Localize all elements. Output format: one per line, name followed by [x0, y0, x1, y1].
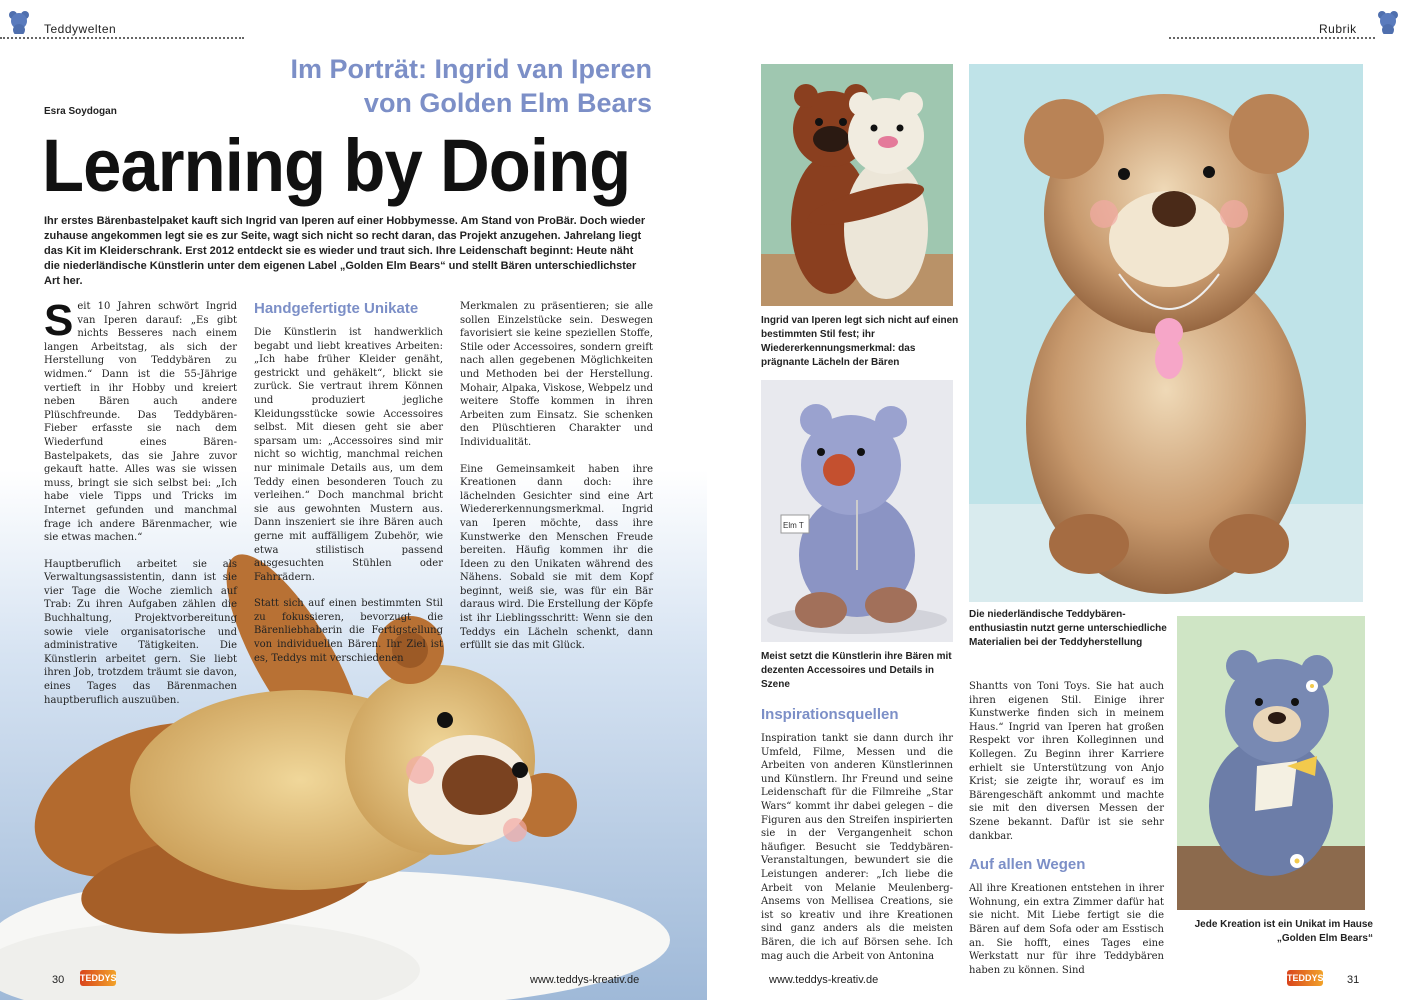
subhead-auf-allen-wegen: Auf allen Wegen: [969, 856, 1086, 874]
footer-url-left[interactable]: www.teddys-kreativ.de: [530, 974, 640, 986]
subhead-inspirationsquellen: Inspirationsquellen: [761, 706, 899, 723]
cola-paragraph-1: Inspiration tankt sie dann durch ihr Umfeld, Filme, Messen und die Arbeiten von anderen Künstlerinnen und Künstlern. Ihr Freund und seine Leidenschaft für die Filmreihe „Star Wars“ kommt ihr dabei gelegen – die Figuren aus den Streifen inspirierten sie in der Vergangenheit schon häufiger. Besucht sie Teddybären-Veranstaltungen, bewundert sie die Leistungen anderer: „Ich liebe die Arbeit von Melanie Meulenberg-Ansems von Mellisea Creations, sie ist so kreativ und ihre Kreationen sind ganz anders als die meisten Bären, die ich auf Börsen sehe. Ich mag auch die Arbeit von Antonina: [761, 733, 953, 962]
column-1: [44, 296, 237, 720]
teddys-logo: TEDDYS: [80, 970, 116, 986]
caption-2: Meist setzt die Künstlerin ihre Bären mit dezenten Accessoires und Details in Szene: [761, 651, 952, 690]
shaggy-bear-photo: [969, 64, 1363, 602]
colb-paragraph-2: All ihre Kreationen entstehen in ihrer Wohnung, ein extra Zimmer dafür hat sie nicht. Mit Liebe fertigt sie die Bären auf dem Sofa oder am Esstisch an. Sie hofft, eines Tages eine Werkstatt nur für ihre Teddybären haben zu können. Sind: [969, 883, 1164, 976]
column-b: [969, 680, 1164, 990]
page-number-left: 30: [52, 974, 65, 986]
col2-paragraph-2: Statt sich auf einen bestimmten Stil zu fokussieren, bevorzugt die Bärenliebhaberin die Fertigstellung von individuellen Bären. Ihr Ziel ist es, Teddys mit verschiedenen: [254, 598, 443, 664]
kicker-title: [92, 52, 652, 120]
colb-paragraph-1: Shantts von Toni Toys. Sie hat auch ihren eigenen Stil. Einige ihrer Kunstwerke finden sich in meinem Haus.“ Ingrid van Iperen hat großen Respekt vor ihren Kolleginnen und Kollegen. Zu Beginn ihrer Karriere erhielt sie Unterstützung von Anjo Krist; sie zeigte ihr, worauf es im Bärengeschäft ankommt und machte sie mit den diversen Messen der Szene bekannt. Dafür ist sie sehr dankbar.: [969, 681, 1164, 842]
blue-bear-photo: [761, 380, 953, 642]
kicker-line-1: Im Porträt: Ingrid van Iperen: [290, 54, 652, 84]
column-2: [254, 300, 443, 678]
footer-url-right[interactable]: www.teddys-kreativ.de: [769, 974, 879, 986]
teddy-icon: [6, 8, 32, 34]
column-3: [460, 300, 653, 666]
col1-paragraph-2: Hauptberuflich arbeitet sie als Verwaltungsassistentin, dann ist sie vier Tage die Woche ziemlich auf Trab: Zu ihren Aufgaben zählen die Buchhaltung, Projektvorbereitung sowie viele organisatorische und administrative Tätigkeiten. Die Künstlerin arbeitet gern. Sie liebt ihren Job, trotzdem träumt sie davon, eines Tages das Bärenmachen hauptberuflich auszuüben.: [44, 558, 237, 706]
hugging-bears-photo: [761, 64, 953, 306]
lead-paragraph: Ihr erstes Bärenbastelpaket kauft sich Ingrid van Iperen auf einer Hobbymesse. Am Stand von ProBär. Doch wieder zuhause angekommen legt sie es zur Seite, wagt sich nicht so recht daran, das Projekt anzugehen. Jahrelang liegt das Kit im Kleiderschrank. Erst 2012 entdeckt sie es wieder und traut sich. Ihre Leidenschaft beginnt: Heute näht die niederländische Künstlerin unter dem eigenen Label „Golden Elm Bears“ und stellt Bären unterschiedlichster Art her.: [44, 215, 646, 287]
caption-1: Ingrid van Iperen legt sich nicht auf einen bestimmten Stil fest; ihr Wiedererkennungsmerkmal: das prägnante Lächeln der Bären: [761, 315, 959, 368]
col2-paragraph-1: Die Künstlerin ist handwerklich begabt und liebt kreatives Arbeiten: „Ich habe früher Kleider genäht, gestrickt und gehäkelt“, blickt sie zurück. Sie vertraut ihrem Können und produziert jegliche Kleidungsstücke sowie Accessoires selbst. Mit diesen geht sie aber sparsam um: „Accessoires sind mir nicht so wichtig, manchmal reichen nur minimale Details aus, um dem Teddy einen besonderen Touch zu verleihen.“ Doch manchmal bricht sie aus gewohnten Mustern aus. Dann inszeniert sie ihre Bären auch gerne mit auffälligem Zubehör, wie etwa stilistisch passend ausgesuchten Stühlen oder Fahrrädern.: [254, 327, 443, 583]
subhead-handgefertigte: Handgefertigte Unikate: [254, 300, 419, 317]
col3-paragraph-1: Merkmalen zu präsentieren; sie alle sollen Einzelstücke sein. Deswegen favorisiert sie keine speziellen Stoffe, Stile oder Accessoires, sondern greift nach allen gegebenen Möglichkeiten und Methoden bei der Herstellung. Mohair, Alpaka, Viskose, Webpelz und weitere Stoffe kommen in ihren Arbeiten zum Einsatz. Sie schenken den Plüschtieren Charakter und Individualität.: [460, 301, 653, 448]
dropcap: S: [44, 296, 74, 345]
header-dotted-rule: [0, 37, 244, 39]
kicker-line-2: von Golden Elm Bears: [363, 88, 652, 118]
headline: Learning by Doing: [42, 124, 631, 207]
author: Esra Soydogan: [44, 106, 117, 117]
caption-3: Die niederländische Teddybären-enthusiastin nutzt gerne unterschiedliche Materialien bei der Teddyherstellung: [969, 609, 1167, 648]
section-label: Teddywelten: [44, 22, 117, 36]
page-number-right: 31: [1347, 974, 1360, 986]
teddy-icon-right: [1375, 8, 1401, 34]
column-a: [761, 706, 953, 976]
section-label-right: Rubrik: [1319, 22, 1357, 36]
grey-bear-photo: [1177, 616, 1365, 910]
teddys-logo-right: TEDDYS: [1287, 970, 1323, 986]
right-page: [707, 0, 1414, 1000]
caption-4: Jede Kreation ist ein Unikat im Hause „Golden Elm Bears“: [1194, 919, 1373, 944]
bear-tag-text: Elm T: [783, 521, 804, 530]
col3-paragraph-2: Eine Gemeinsamkeit haben ihre Kreationen dann doch: ihre lächelnden Gesichter sind eine Art Wiedererkennungsmerkmal. Ingrid van Iperen möchte, dass ihre Kunstwerke den Menschen Freude bereiten. Häufig kommen ihr die Ideen zu den Unikaten während des Nähens. Sobald sie mit dem Kopf beginnt, weiß sie, was für ein Bär daraus wird. Die Erstellung der Köpfe ist ihr Lieblingsschritt: Wenn sie den Teddys ein Lächeln schenkt, dann erfüllt sie das mit Glück.: [460, 463, 653, 652]
header-dotted-rule-right: [1169, 37, 1375, 39]
col1-paragraph-1: eit 10 Jahren schwört Ingrid van Iperen darauf: „Es gibt nichts Besseres nach einem langen Arbeitstag, als sich der Herstellung von Teddybären zu widmen.“ Dann ist die 55-Jährige vertieft in ihr Hobby und kreiert neben Bären auch andere Plüschfreunde. Das Teddybären-Fieber erfasste sie nach dem Wiederfund eines Bären-Bastelpakets, das sie Jahre zuvor gekauft hatte. Alles was sie wissen muss, bringt sie sich selbst bei: „Ich habe viele Tipps und Tricks im Internet gefunden und manchmal frage ich andere Bärenmacher, wie sie etwas machen.“: [44, 301, 237, 544]
